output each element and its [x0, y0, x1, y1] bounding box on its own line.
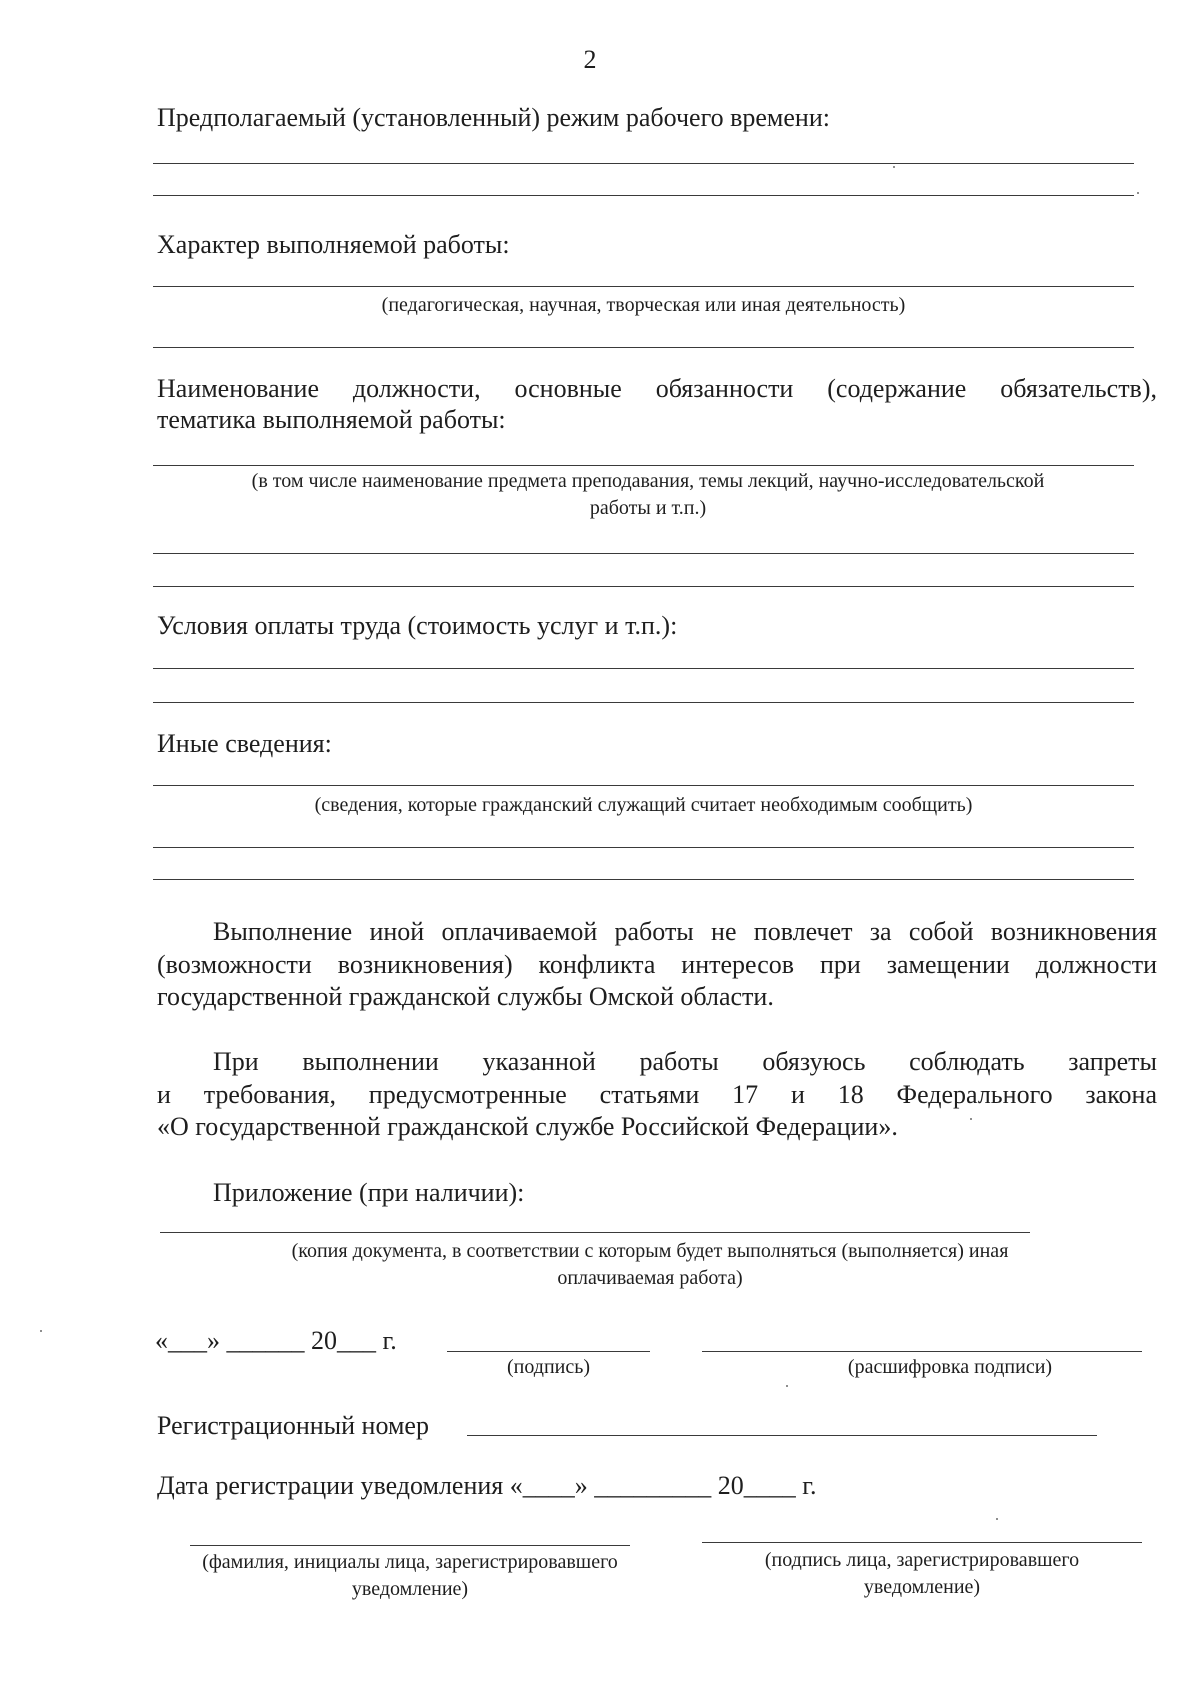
page-number: 2	[583, 45, 597, 74]
paragraph-2-line-1: При выполнении указанной работы обязуюсь соблюдать запреты	[213, 1047, 1157, 1076]
registrar-name-line[interactable]	[190, 1545, 630, 1546]
payment-label: Условия оплаты труда (стоимость услуг и т.п.):	[157, 611, 678, 640]
paragraph-2-line-3: «О государственной гражданской службе Российской Федерации».	[157, 1112, 898, 1141]
payment-line-1[interactable]	[153, 668, 1134, 669]
position-hint-line-1: (в том числе наименование предмета преподавания, темы лекций, научно-исследовательской	[251, 470, 1045, 492]
registration-number-label: Регистрационный номер	[157, 1411, 429, 1440]
payment-line-2[interactable]	[153, 702, 1134, 703]
work-schedule-line-2[interactable]	[153, 195, 1134, 196]
registration-date-field[interactable]: Дата регистрации уведомления «____» _________ 20____ г.	[157, 1471, 817, 1500]
registrar-signature-line[interactable]	[702, 1542, 1142, 1543]
paragraph-1-line-1: Выполнение иной оплачиваемой работы не повлечет за собой возникновения	[213, 917, 1157, 946]
position-label-line-2: тематика выполняемой работы:	[157, 405, 506, 434]
other-line-3[interactable]	[153, 879, 1134, 880]
attachment-hint-line-2: оплачиваемая работа)	[557, 1267, 743, 1289]
work-nature-line-2[interactable]	[153, 347, 1134, 348]
work-nature-label: Характер выполняемой работы:	[157, 230, 510, 259]
attachment-hint-line-1: (копия документа, в соответствии с которым будет выполняться (выполняется) иная	[291, 1240, 1009, 1262]
work-schedule-label: Предполагаемый (установленный) режим рабочего времени:	[157, 103, 830, 132]
scan-speck	[996, 1518, 998, 1520]
registrar-name-hint-line-2: уведомление)	[351, 1578, 469, 1600]
position-line-1[interactable]	[153, 465, 1134, 466]
signature-line[interactable]	[447, 1351, 650, 1352]
work-schedule-line-1[interactable]	[153, 163, 1134, 164]
signature-hint: (подпись)	[506, 1356, 591, 1378]
scan-speck	[970, 1118, 972, 1120]
position-label-line-1: Наименование должности, основные обязанности (содержание обязательств),	[157, 374, 1157, 403]
scan-speck	[40, 1330, 42, 1332]
signature-decode-hint: (расшифровка подписи)	[847, 1356, 1053, 1378]
other-hint: (сведения, которые гражданский служащий считает необходимым сообщить)	[314, 794, 973, 816]
position-line-2[interactable]	[153, 553, 1134, 554]
period-dot	[1137, 192, 1139, 194]
position-hint-line-2: работы и т.п.)	[589, 497, 707, 519]
date-field[interactable]: «___» ______ 20___ г.	[155, 1326, 397, 1355]
attachment-label: Приложение (при наличии):	[213, 1178, 525, 1207]
position-line-3[interactable]	[153, 586, 1134, 587]
work-nature-line-1[interactable]	[153, 286, 1134, 287]
attachment-line[interactable]	[160, 1232, 1030, 1233]
work-nature-hint: (педагогическая, научная, творческая или иная деятельность)	[381, 294, 906, 316]
registrar-name-hint-line-1: (фамилия, инициалы лица, зарегистрировавшего	[202, 1551, 618, 1573]
other-line-1[interactable]	[153, 785, 1134, 786]
paragraph-1-line-3: государственной гражданской службы Омской области.	[157, 982, 774, 1011]
scan-speck	[786, 1385, 788, 1387]
other-label: Иные сведения:	[157, 729, 332, 758]
paragraph-1-line-2: (возможности возникновения) конфликта интересов при замещении должности	[157, 950, 1157, 979]
other-line-2[interactable]	[153, 847, 1134, 848]
paragraph-2-line-2: и требования, предусмотренные статьями 17 и 18 Федерального закона	[157, 1080, 1157, 1109]
registrar-signature-hint-line-2: уведомление)	[863, 1576, 981, 1598]
signature-decode-line[interactable]	[702, 1351, 1142, 1352]
scan-speck	[893, 166, 895, 168]
registrar-signature-hint-line-1: (подпись лица, зарегистрировавшего	[764, 1549, 1080, 1571]
registration-number-line[interactable]	[467, 1435, 1097, 1436]
